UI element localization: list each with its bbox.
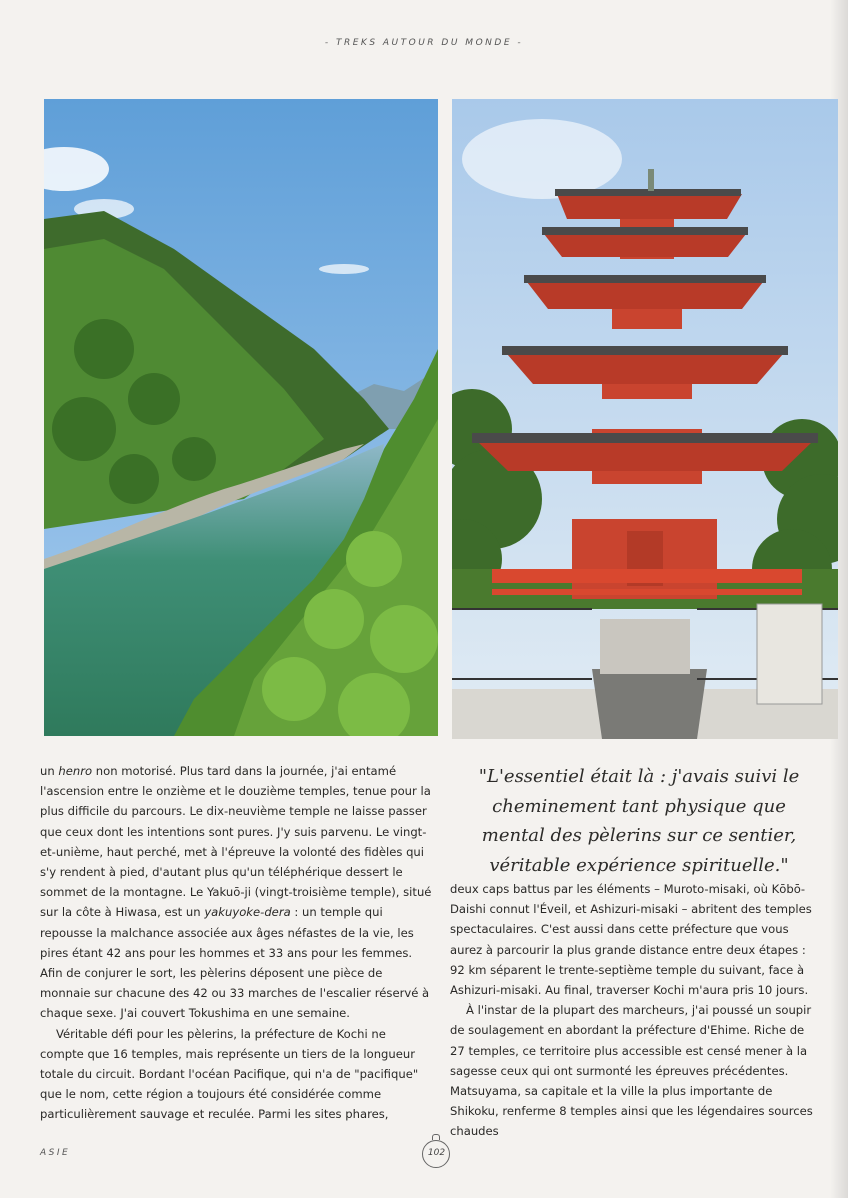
paragraph-1-part-b: : un temple qui repousse la malchance associée aux âges néfastes de la vie, les pires étant 42 ans pour les hommes et 33 ans pour les femmes. Afin de conjurer le sort, les pèlerins déposent une pièce de monnaie sur chacune des 42 ou 33 marches de l'escalier réservé à chaque sexe. J'ai couvert Tokushima en une semaine. xyxy=(40,905,430,1021)
paragraph-1-lead: un xyxy=(40,764,59,778)
river-gorge-photo xyxy=(44,99,438,736)
running-head: - TREKS AUTOUR DU MONDE - xyxy=(324,38,524,48)
page-number: 102 xyxy=(427,1148,446,1158)
body-text-left-column xyxy=(40,761,432,1125)
section-label: ASIE xyxy=(40,1148,71,1158)
paragraph-1-part-a: non motorisé. Plus tard dans la journée, j'ai entamé l'ascension entre le onzième et le douzième temples, tenue pour la plus difficile du parcours. Le dix-neuvième temple ne laisse passer que ceux dont les intentions sont pures. J'y suis parvenu. Le vingt-et-unième, haut perché, met à l'épreuve la volonté des fidèles qui s'y rendent à pied, d'autant plus qu'un téléphérique dessert le sommet de la montagne. Le Yakuō-ji (vingt-troisième temple), situé sur la côte à Hiwasa, est un xyxy=(40,764,432,920)
river-gorge-illustration xyxy=(44,99,438,736)
paragraph-2: Véritable défi pour les pèlerins, la préfecture de Kochi ne compte que 16 temples, mais représente un tiers de la longueur totale du circuit. Bordant l'océan Pacifique, qui n'a de "pacifique" que le nom, cette région a toujours été considérée comme particulièrement sauvage et reculée. Parmi les sites phares, xyxy=(40,1026,419,1122)
body-text-right-column xyxy=(450,879,822,1142)
paragraph-3: deux caps battus par les éléments – Muroto-misaki, où Kōbō-Daishi connut l'Éveil, et Ashizuri-misaki – abritent des temples spectaculaires. C'est aussi dans cette préfecture que vous aurez à parcourir la plus grande distance entre deux étapes : 92 km séparent le trente-septième temple du suivant, face à Ashizuri-misaki. Au final, traverser Kochi m'aura pris 10 jours. xyxy=(450,882,812,998)
pagoda-photo xyxy=(452,99,838,739)
paragraph-4: À l'instar de la plupart des marcheurs, j'ai poussé un soupir de soulagement en abordant la préfecture d'Ehime. Riche de 27 temples, ce territoire plus accessible est censé mener à la sagesse ceux qui ont surmonté les épreuves précédentes. Matsuyama, sa capitale et la ville la plus importante de Shikoku, renferme 8 temples ainsi que les légendaires sources chaudes xyxy=(450,1003,813,1139)
term-yakuyoke-dera: yakuyoke-dera xyxy=(204,905,291,920)
paragraph-1 xyxy=(40,761,432,1024)
page-number-badge xyxy=(420,1134,454,1174)
pull-quote: "L'essentiel était là : j'avais suivi le cheminement tant physique que mental des pèlerins sur ce sentier, véritable expérience spirituelle." xyxy=(478,766,800,876)
term-henro: henro xyxy=(58,764,93,778)
pagoda-illustration xyxy=(452,99,838,739)
